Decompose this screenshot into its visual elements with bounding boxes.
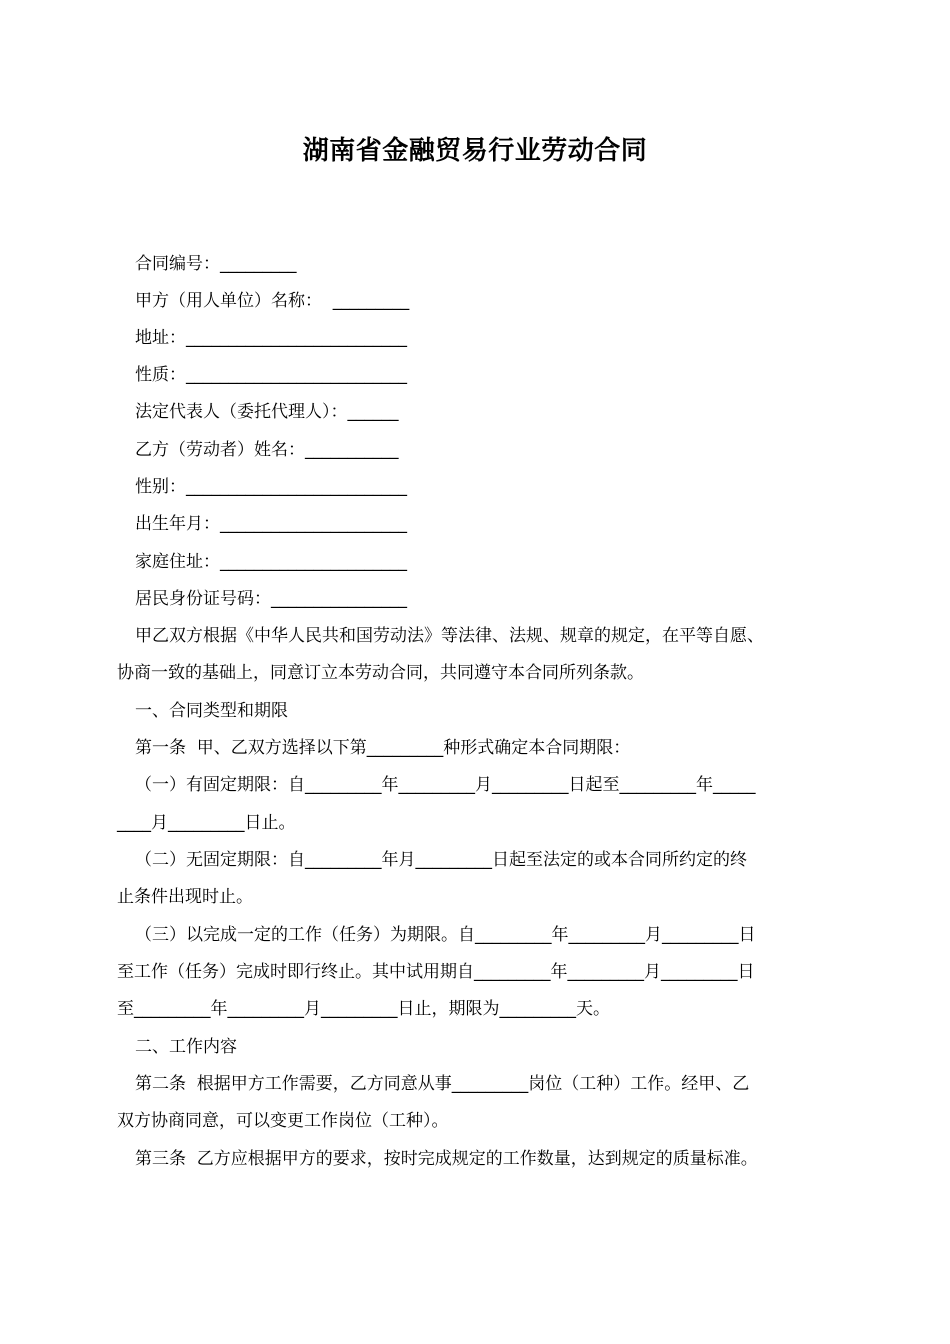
- preamble-line: 甲乙双方根据《中华人民共和国劳动法》等法律、法规、规章的规定，在平等自愿、: [135, 626, 764, 646]
- item-open-term-line: 止条件出现时止。: [117, 887, 253, 907]
- field-contract-number: 合同编号：_________: [135, 254, 297, 274]
- field-id-number: 居民身份证号码：________________: [135, 589, 407, 609]
- article-1: 第一条 甲、乙双方选择以下第_________种形式确定本合同期限：: [135, 738, 631, 758]
- field-home-address: 家庭住址：______________________: [135, 552, 407, 572]
- field-legal-representative: 法定代表人（委托代理人）：______: [135, 402, 399, 422]
- item-fixed-term-line: ____月_________日止。: [117, 813, 296, 833]
- item-task-term-line: （三）以完成一定的工作（任务）为期限。自_________年_________月_________日: [135, 925, 756, 945]
- field-employee-name: 乙方（劳动者）姓名：___________: [135, 440, 399, 460]
- field-gender: 性别：__________________________: [135, 477, 407, 497]
- article-2-line: 双方协商同意，可以变更工作岗位（工种）。: [117, 1111, 449, 1131]
- section-heading-work-content: 二、工作内容: [135, 1037, 237, 1057]
- article-2-line: 第二条 根据甲方工作需要，乙方同意从事_________岗位（工种）工作。经甲、乙: [135, 1074, 750, 1094]
- field-employer-name: 甲方（用人单位）名称： _________: [135, 291, 410, 311]
- field-birth-date: 出生年月：______________________: [135, 514, 407, 534]
- item-fixed-term-line: （一）有固定期限：自_________年_________月_________日起至_________年_____: [135, 775, 756, 795]
- preamble-line: 协商一致的基础上，同意订立本劳动合同，共同遵守本合同所列条款。: [117, 663, 644, 683]
- article-3: 第三条 乙方应根据甲方的要求，按时完成规定的工作数量，达到规定的质量标准。: [135, 1149, 758, 1169]
- section-heading-contract-type: 一、合同类型和期限: [135, 701, 288, 721]
- item-task-term-line: 至工作（任务）完成时即行终止。其中试用期自_________年_________月_________日: [117, 962, 755, 982]
- field-address: 地址：__________________________: [135, 328, 407, 348]
- field-nature: 性质：__________________________: [135, 365, 407, 385]
- item-task-term-line: 至_________年_________月_________日止，期限为_________天。: [117, 999, 610, 1019]
- document-title: 湖南省金融贸易行业劳动合同: [302, 136, 648, 166]
- item-open-term-line: （二）无固定期限：自_________年月_________日起至法定的或本合同所约定的终: [135, 850, 747, 870]
